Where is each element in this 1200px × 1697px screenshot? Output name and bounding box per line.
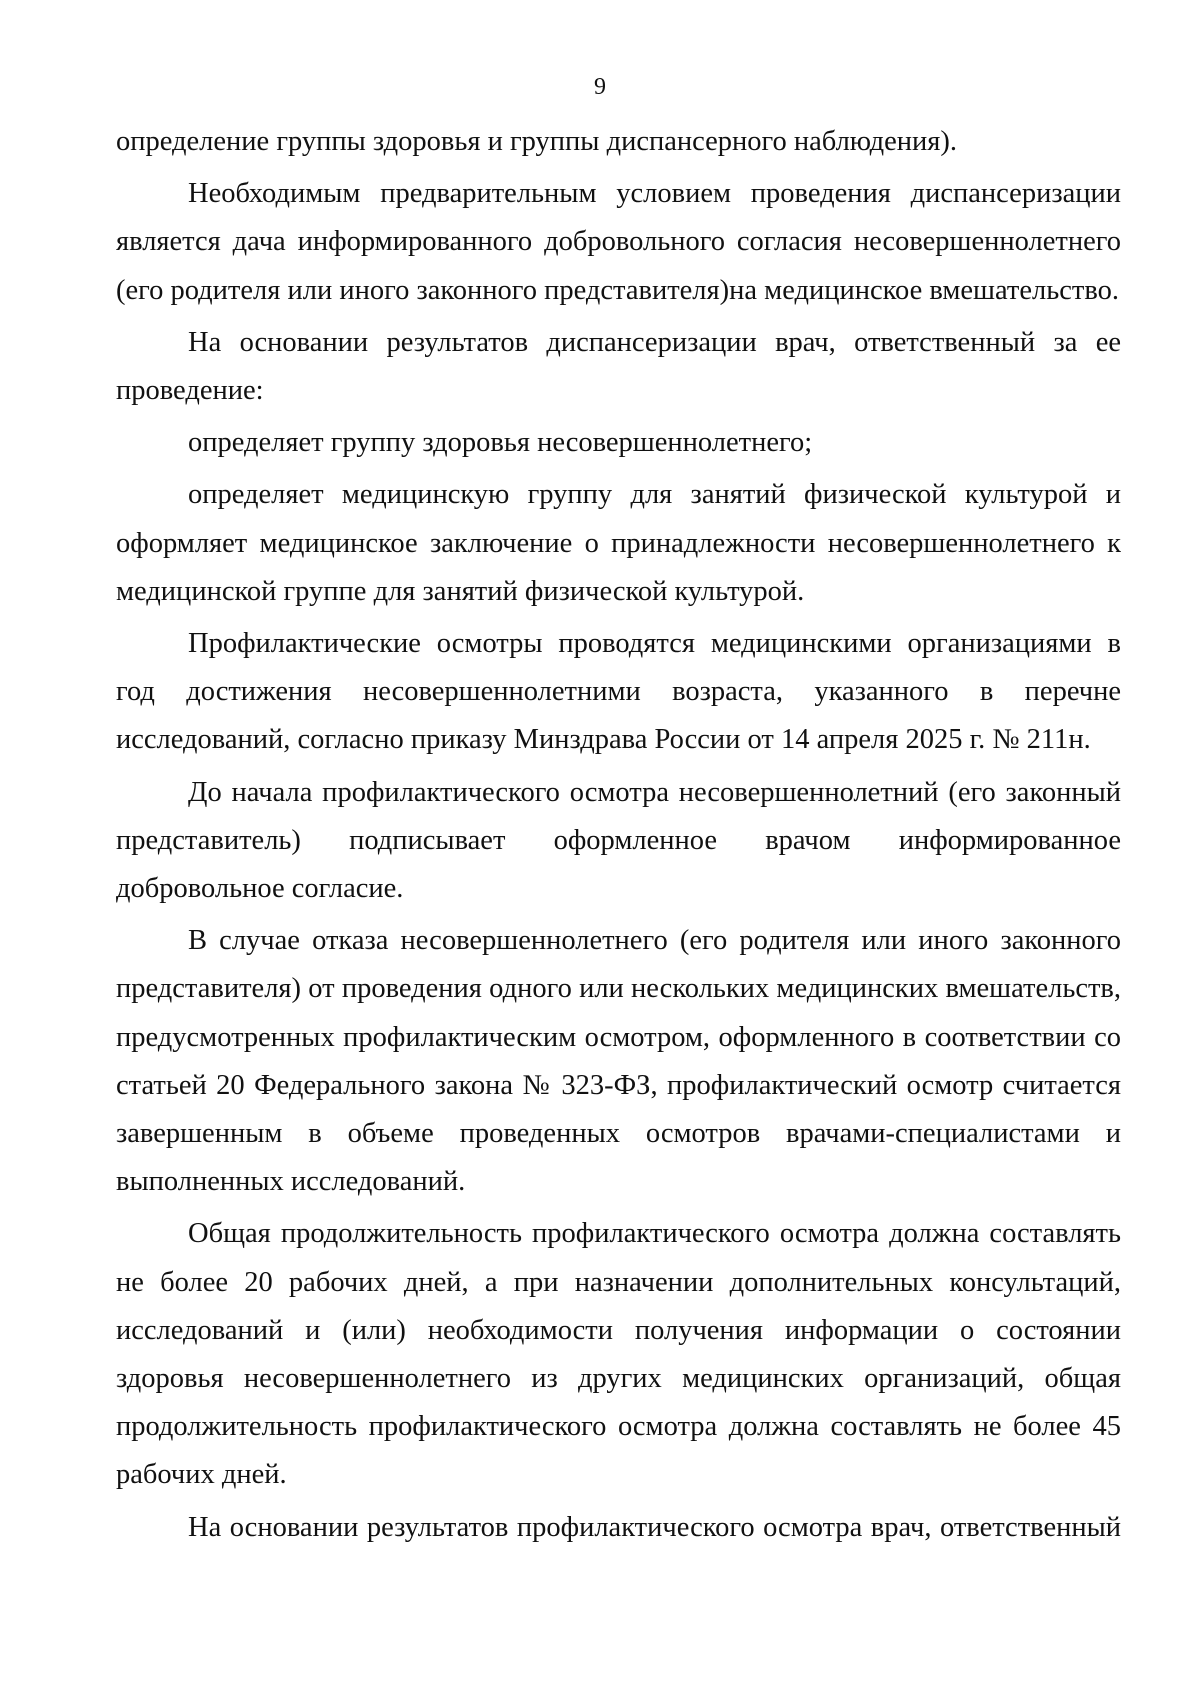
paragraph-before-exam: До начала профилактического осмотра несовершеннолетний (его законный представитель) подписывает оформленное врачом информированное добровольное согласие. — [116, 776, 1121, 905]
paragraph-exam-results: На основании результатов профилактического осмотра врач, ответственный — [188, 1511, 1121, 1543]
document-body — [116, 118, 1121, 1556]
paragraph-refusal: В случае отказа несовершеннолетнего (его родителя или иного законного представителя) от проведения одного или нескольких медицинских вмешательств, предусмотренных профилактическим осмотром, оформленного в соответствии со статьей 20 Федерального закона № 323-ФЗ, профилактический осмотр считается завершенным в объеме проведенных осмотров врачами-специалистами и выполненных исследований. — [116, 925, 1121, 1198]
list-item-health-group: определяет группу здоровья несовершеннолетнего; — [188, 427, 813, 459]
list-item-medical-group: определяет медицинскую группу для занятий физической культурой и оформляет медицинское заключение о принадлежности несовершеннолетнего к медицинской группе для занятий физической культурой. — [116, 479, 1121, 607]
page-number: 9 — [594, 74, 606, 100]
paragraph-duration: Общая продолжительность профилактического осмотра должна составлять не более 20 рабочих дней, а при назначении дополнительных консультаций, исследований и (или) необходимости получения информации о состоянии здоровья несовершеннолетнего из других медицинских организаций, общая продолжительность профилактического осмотра должна составлять не более 45 рабочих дней. — [116, 1218, 1121, 1491]
paragraph-preventive-exams: Профилактические осмотры проводятся медицинскими организациями в год достижения несовершеннолетними возраста, указанного в перечне исследований, согласно приказу Минздрава России от 14 апреля 2025 г. № 211н. — [116, 628, 1121, 756]
paragraph-continuation: определение группы здоровья и группы диспансерного наблюдения). — [116, 126, 958, 157]
paragraph-doctor-responsibility: На основании результатов диспансеризации врач, ответственный за ее проведение: — [116, 326, 1121, 407]
paragraph-consent-condition: Необходимым предварительным условием проведения диспансеризации является дача информированного добровольного согласия несовершеннолетнего (его родителя или иного законного представителя)на медицинское вмешательство. — [116, 178, 1121, 306]
